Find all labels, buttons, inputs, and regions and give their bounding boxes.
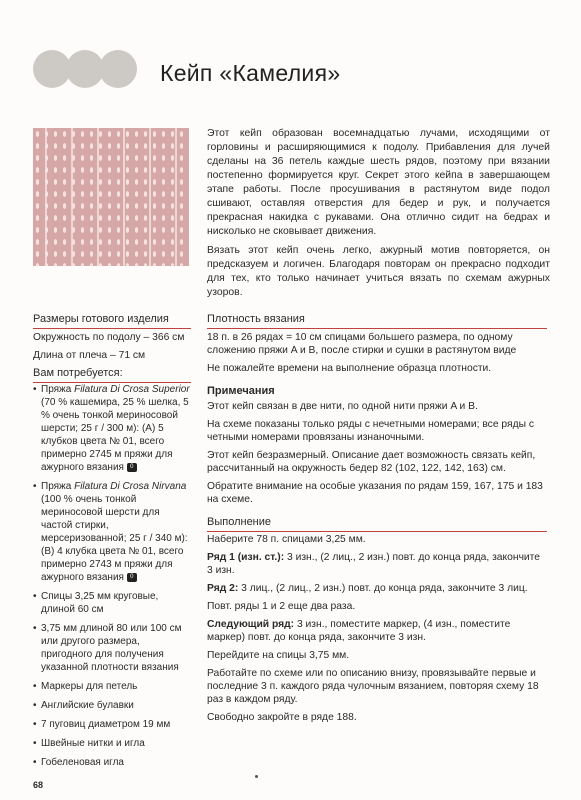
notes-header: Примечания xyxy=(207,385,275,397)
sizes-header: Размеры готового изделия xyxy=(33,312,191,329)
material-item-yarn-b: • Пряжа Filatura Di Crosa Nirvana (100 % очень тонкой мериносовой шерсти для частой стирки, мерсеризованной; 25 г / 340 м): (B) 4 клубка цвета № 01, всего примерно 2743 м пряжи для ажурного вязания 0 xyxy=(33,480,191,584)
material-item: • Английские булавки xyxy=(33,699,191,712)
gauge-paragraph: 18 п. в 26 рядах = 10 см спицами большего размера, по одному сложению пряжи A и B, после стирки и сушки в растянутом виде xyxy=(207,332,517,356)
material-item: • Маркеры для петель xyxy=(33,680,191,693)
switch-needles-line: Перейдите на спицы 3,75 мм. xyxy=(207,650,350,661)
page-title: Кейп «Камелия» xyxy=(160,60,341,86)
work-pattern-line: Работайте по схеме или по описанию внизу, провязывайте первые и последние 3 п. каждого ряда чулочным вязанием, повторяя схему 18 раз в каждом ряду. xyxy=(207,668,539,705)
material-item: • Спицы 3,25 мм круговые, длиной 60 см xyxy=(33,590,191,616)
bind-off-line: Свободно закройте в ряде 188. xyxy=(207,712,357,723)
note-paragraph: Этот кейп безразмерный. Описание дает возможность связать кейп, рассчитанный на окружность бедер 82 (102, 122, 142, 163) см. xyxy=(207,450,536,474)
gauge-note: Не пожалейте времени на выполнение образца плотности. xyxy=(207,363,492,374)
intro-text xyxy=(207,127,550,305)
cast-on-line: Наберите 78 п. спицами 3,25 мм. xyxy=(207,534,366,545)
material-item: • Швейные нитки и игла xyxy=(33,737,191,750)
row-2-instruction: Ряд 2: 3 лиц., (2 лиц., 2 изн.) повт. до конца ряда, закончите 3 лиц. xyxy=(207,583,528,594)
row-1-instruction: Ряд 1 (изн. ст.): 3 изн., (2 лиц., 2 изн.) повт. до конца ряда, закончите 3 изн. xyxy=(207,552,541,576)
materials-header: Вам потребуется: xyxy=(33,366,191,383)
notes-text xyxy=(207,400,547,511)
note-paragraph: Обратите внимание на особые указания по рядам 159, 167, 175 и 183 на схеме. xyxy=(207,481,543,505)
material-item: • Гобеленовая игла xyxy=(33,756,191,769)
material-item: • 3,75 мм длиной 80 или 100 см или другого размера, пригодного для получения указанной плотности вязания xyxy=(33,622,191,674)
yarn-brand: Filatura Di Crosa Nirvana xyxy=(74,481,187,492)
gauge-header: Плотность вязания xyxy=(207,312,547,329)
yarn-weight-icon: 0 xyxy=(127,573,137,582)
size-line: Окружность по подолу – 366 см xyxy=(33,332,185,343)
yarn-weight-icon: 0 xyxy=(127,463,137,472)
gauge-text xyxy=(207,331,547,380)
materials-list xyxy=(33,383,191,775)
size-line: Длина от плеча – 71 см xyxy=(33,350,146,361)
instructions-text xyxy=(207,533,547,729)
decor-circle xyxy=(99,50,137,88)
intro-paragraph: Этот кейп образован восемнадцатью лучами, исходящими от горловины и расширяющимися к подолу. Прибавления для лучей сделаны на 36 петель каждые шесть рядов, поэтому при вязании постепенно формируется круг. Секрет этого кейпа в завершающем этапе работы. После просушивания в растянутом виде подол сшивают, оставляя отверстия для бедер и рук, и получается прекрасная накидка с рукавами. Она отлично сидит на бедрах и нисколько не сковывает движения. xyxy=(207,128,550,237)
intro-paragraph: Вязать этот кейп очень легко, ажурный мотив повторяется, он предсказуем и логичен. Благодаря повторам он прекрасно подходит для тех, кто только начинает учиться вязать по схемам ажурных узоров. xyxy=(207,245,550,298)
note-paragraph: Этот кейп связан в две нити, по одной нити пряжи A и B. xyxy=(207,401,478,412)
sizes-list xyxy=(33,331,193,367)
page-number: 68 xyxy=(33,780,44,790)
next-row-instruction: Следующий ряд: 3 изн., поместите маркер, (4 изн., поместите маркер) повт. до конца ряда, закончите 3 изн. xyxy=(207,619,511,643)
repeat-line: Повт. ряды 1 и 2 еще два раза. xyxy=(207,601,356,612)
decorative-circles xyxy=(33,50,139,90)
yarn-brand: Filatura Di Crosa Superior xyxy=(74,384,190,395)
material-item: • 7 пуговиц диаметром 19 мм xyxy=(33,718,191,731)
note-paragraph: На схеме показаны только ряды с нечетными номерами; все ряды с четными номерами провязаны изнаночными. xyxy=(207,419,535,443)
decorative-dot xyxy=(255,775,258,778)
instructions-header: Выполнение xyxy=(207,515,547,532)
material-item-yarn-a: • Пряжа Filatura Di Crosa Superior (70 % кашемира, 25 % шелка, 5 % очень тонкой мериносовой шерсти; 25 г / 300 м): (A) 5 клубков цвета № 01, всего примерно 2745 м пряжи для ажурного вязания 0 xyxy=(33,383,191,474)
lace-swatch-photo xyxy=(33,128,189,266)
